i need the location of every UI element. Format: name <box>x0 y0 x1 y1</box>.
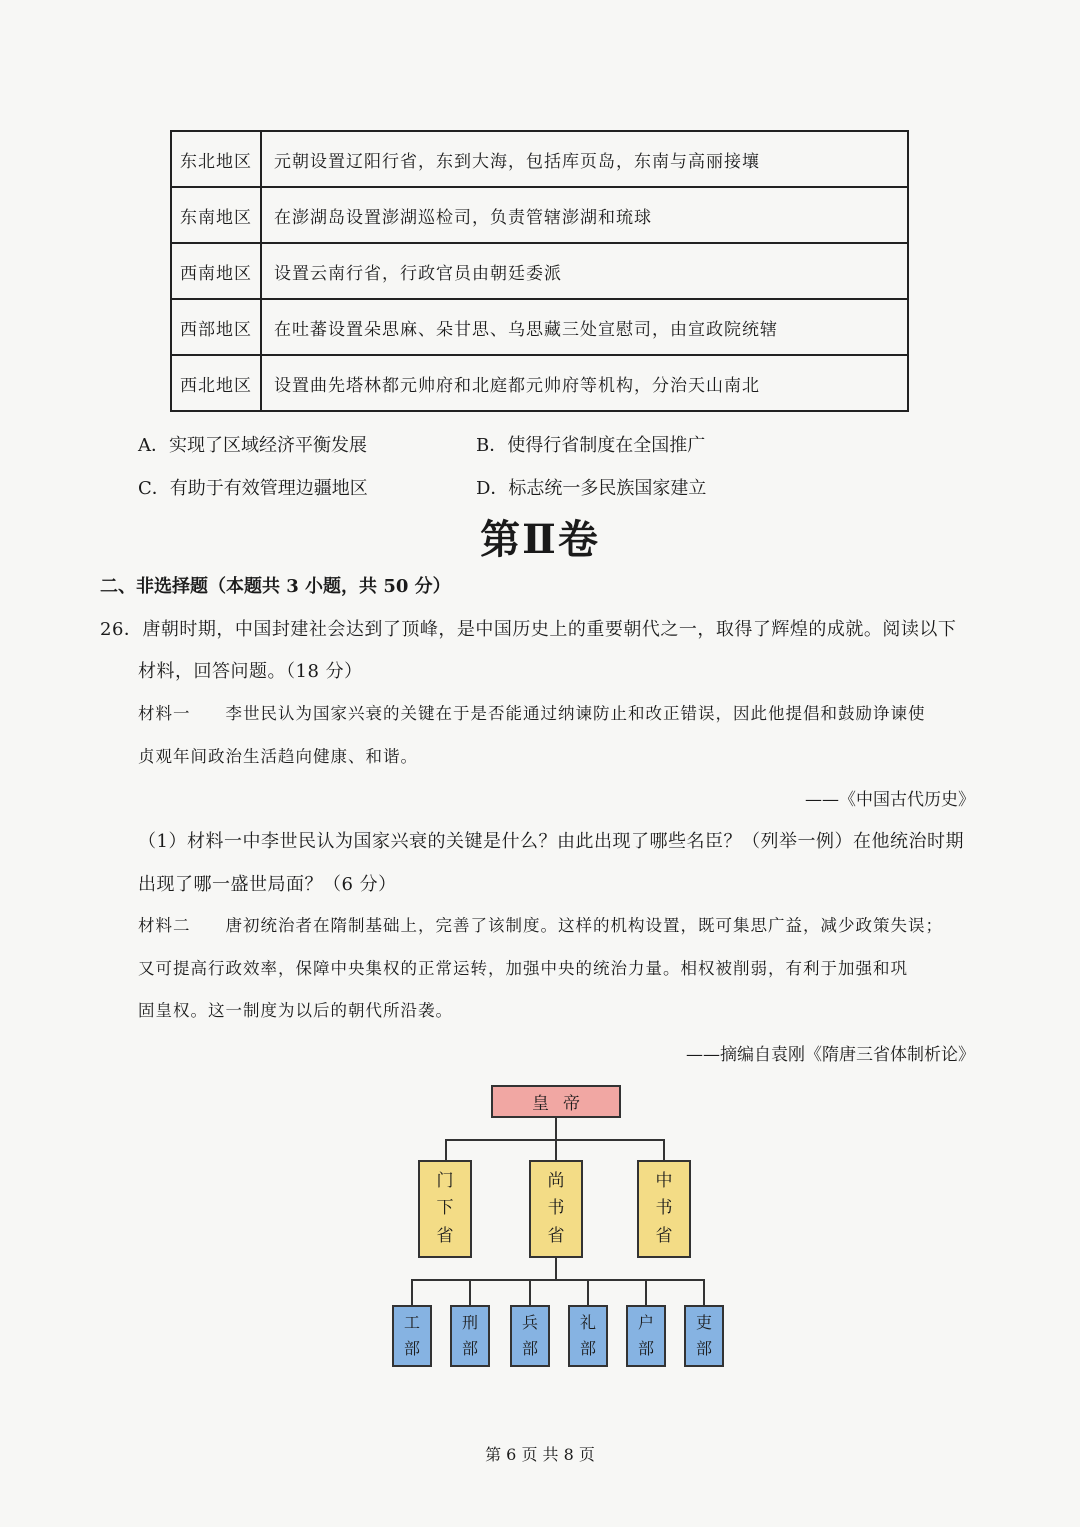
box-char: 部 <box>461 1339 478 1358</box>
box-char: 省 <box>547 1225 565 1246</box>
box-char: 部 <box>403 1339 420 1358</box>
connector-line <box>469 1279 471 1305</box>
table-row <box>171 131 908 187</box>
sub-question-1-line1: （1）材料一中李世民认为国家兴衰的关键是什么？由此出现了哪些名臣？（列举一例）在他统治时期 <box>138 831 964 852</box>
material2-line3: 固皇权。这一制度为以后的朝代所沿袭。 <box>138 1001 453 1020</box>
box-char: 门 <box>436 1171 454 1192</box>
region-cell: 西南地区 <box>171 243 261 299</box>
box-char: 下 <box>436 1198 454 1219</box>
content-cell: 在澎湖岛设置澎湖巡检司，负责管辖澎湖和琉球 <box>261 187 908 243</box>
box-char: 兵 <box>521 1313 538 1332</box>
shangshu-sheng-box <box>529 1160 583 1258</box>
hu-bu-box <box>626 1305 666 1367</box>
option-d: D．标志统一多民族国家建立 <box>476 478 707 499</box>
box-char: 部 <box>521 1339 538 1358</box>
box-char: 工 <box>403 1313 420 1332</box>
option-c: C．有助于有效管理边疆地区 <box>138 478 368 499</box>
section-heading: 二、非选择题（本题共 3 小题，共 50 分） <box>100 576 451 597</box>
content-cell: 设置云南行省，行政官员由朝廷委派 <box>261 243 908 299</box>
box-char: 部 <box>695 1339 712 1358</box>
region-cell: 东北地区 <box>171 131 261 187</box>
connector-line <box>555 1118 557 1140</box>
li-bu-rites-box <box>568 1305 608 1367</box>
material1-line2: 贞观年间政治生活趋向健康、和谐。 <box>138 747 418 766</box>
box-char: 尚 <box>547 1171 565 1192</box>
material1-line1: 材料一 李世民认为国家兴衰的关键在于是否能通过纳谏防止和改正错误，因此他提倡和鼓励诤谏使 <box>138 704 926 723</box>
content-cell: 元朝设置辽阳行省，东到大海，包括库页岛，东南与高丽接壤 <box>261 131 908 187</box>
connector-line <box>663 1139 665 1160</box>
table-row <box>171 355 908 411</box>
box-char: 部 <box>579 1339 596 1358</box>
page-footer: 第 6 页 共 8 页 <box>485 1445 595 1464</box>
connector-line <box>411 1279 705 1281</box>
box-char: 刑 <box>461 1313 478 1332</box>
connector-line <box>555 1258 557 1280</box>
gong-bu-box <box>392 1305 432 1367</box>
box-char: 中 <box>655 1171 673 1192</box>
connector-line <box>555 1139 557 1160</box>
box-char: 书 <box>547 1198 565 1219</box>
region-cell: 西部地区 <box>171 299 261 355</box>
content-cell: 设置曲先塔林都元帅府和北庭都元帅府等机构，分治天山南北 <box>261 355 908 411</box>
box-char: 省 <box>436 1225 454 1246</box>
table-row <box>171 187 908 243</box>
region-cell: 东南地区 <box>171 187 261 243</box>
bing-bu-box <box>510 1305 550 1367</box>
box-char: 礼 <box>579 1313 596 1332</box>
box-char: 书 <box>655 1198 673 1219</box>
menxia-sheng-box <box>418 1160 472 1258</box>
content-cell: 在吐蕃设置朵思麻、朵甘思、乌思藏三处宣慰司，由宣政院统辖 <box>261 299 908 355</box>
material2-line1: 材料二 唐初统治者在隋制基础上，完善了该制度。这样的机构设置，既可集思广益，减少政策失误； <box>138 916 943 935</box>
question-26-line1: 26．唐朝时期，中国封建社会达到了顶峰，是中国历史上的重要朝代之一，取得了辉煌的成就。阅读以下 <box>100 619 957 640</box>
emperor-box: 皇帝 <box>491 1085 621 1118</box>
connector-line <box>529 1279 531 1305</box>
material2-line2: 又可提高行政效率，保障中央集权的正常运转，加强中央的统治力量。相权被削弱，有利于加强和巩 <box>138 959 908 978</box>
option-b: B．使得行省制度在全国推广 <box>476 435 706 456</box>
xing-bu-box <box>450 1305 490 1367</box>
connector-line <box>411 1279 413 1305</box>
option-a: A．实现了区域经济平衡发展 <box>138 435 367 456</box>
box-char: 吏 <box>695 1313 712 1332</box>
volume-title: 第Ⅱ卷 <box>480 516 600 563</box>
connector-line <box>703 1279 705 1305</box>
box-char: 省 <box>655 1225 673 1246</box>
table-row <box>171 299 908 355</box>
connector-line <box>645 1279 647 1305</box>
table-row <box>171 243 908 299</box>
connector-line <box>445 1139 447 1160</box>
box-char: 户 <box>637 1313 654 1332</box>
source-2: ——摘编自袁刚《隋唐三省体制析论》 <box>686 1045 975 1065</box>
zhongshu-sheng-box <box>637 1160 691 1258</box>
question-26-line2: 材料，回答问题。（18 分） <box>138 661 363 682</box>
box-char: 部 <box>637 1339 654 1358</box>
sub-question-1-line2: 出现了哪一盛世局面？（6 分） <box>138 874 397 895</box>
connector-line <box>587 1279 589 1305</box>
region-cell: 西北地区 <box>171 355 261 411</box>
region-table <box>170 130 909 412</box>
li-bu-personnel-box <box>684 1305 724 1367</box>
source-1: ——《中国古代历史》 <box>805 790 975 810</box>
